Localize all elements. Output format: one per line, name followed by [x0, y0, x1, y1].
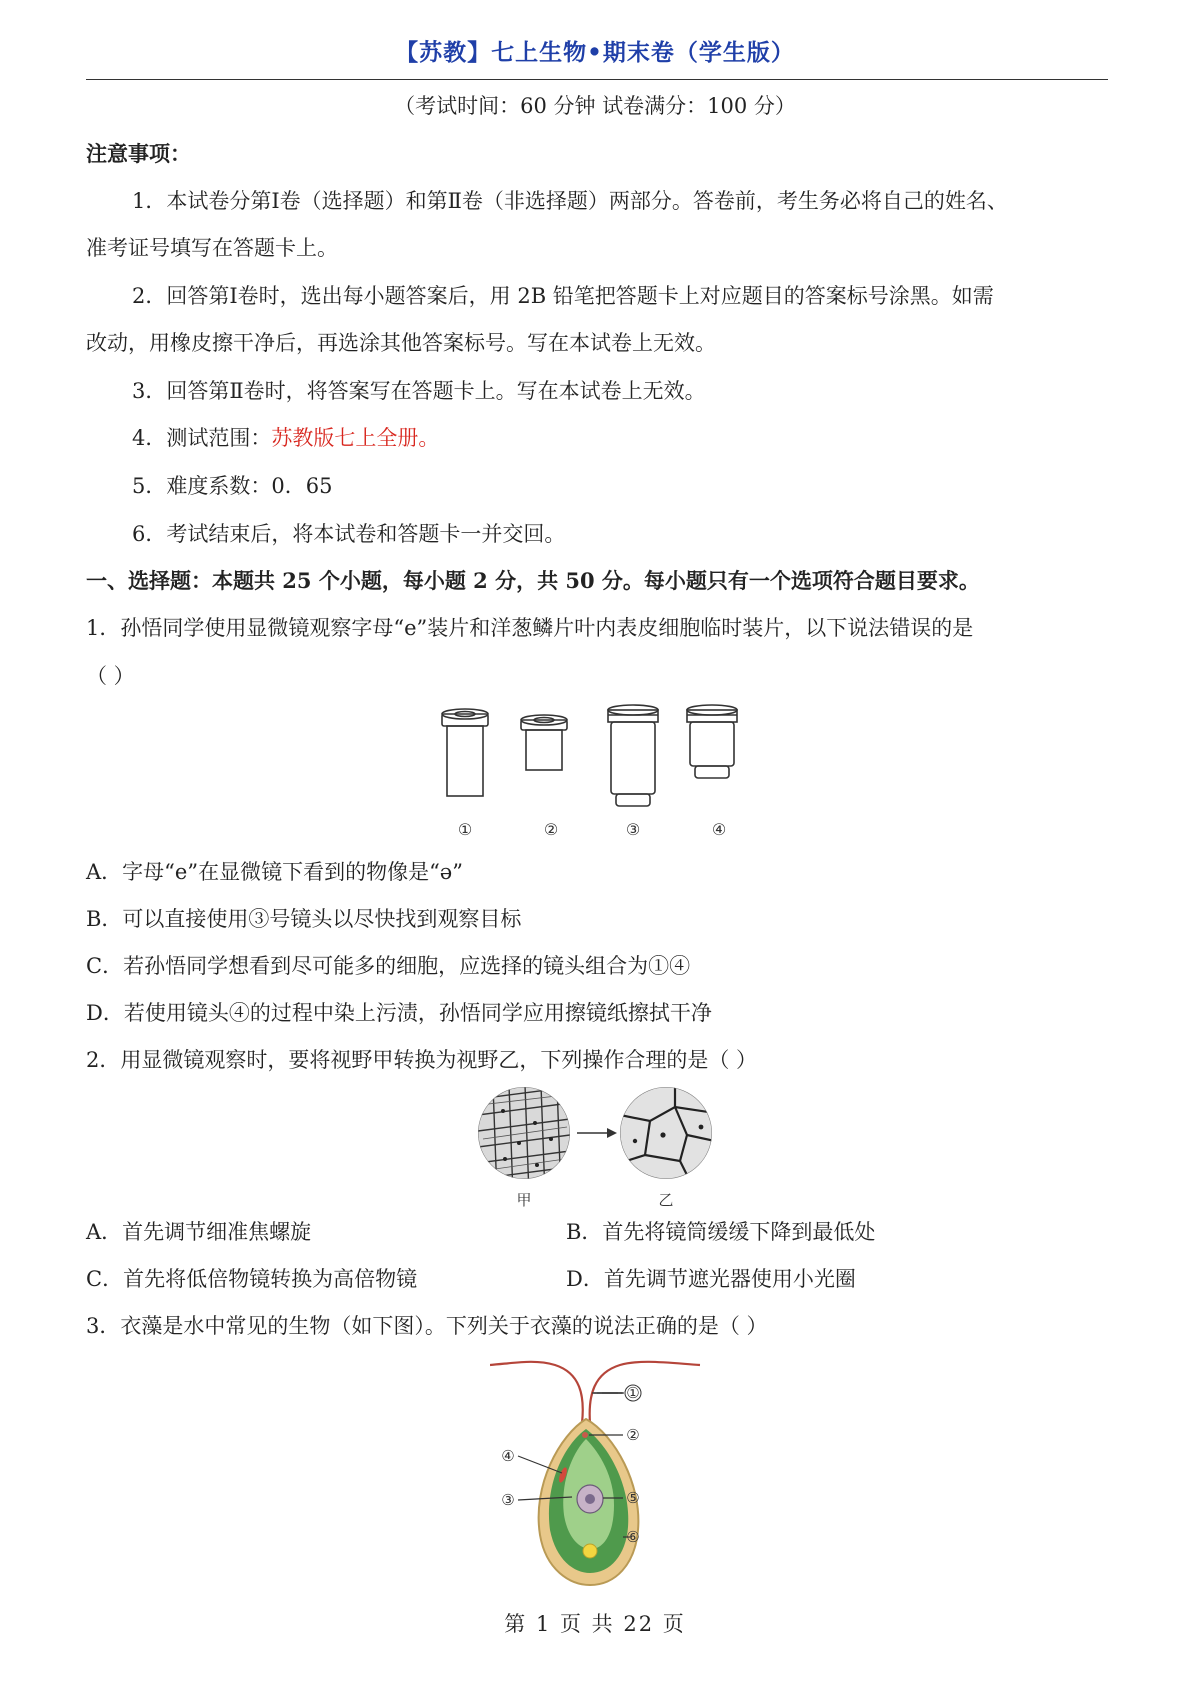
part-label-5: ⑤: [626, 1489, 640, 1507]
question-2-option-c: C．首先将低倍物镜转换为高倍物镜: [86, 1267, 418, 1291]
view-label-yi: 乙: [658, 1191, 674, 1209]
question-2-option-b: B．首先将镜筒缓缓下降到最低处: [566, 1220, 876, 1244]
arrow-right-icon: [577, 1128, 617, 1138]
note-item-4: [132, 423, 1154, 453]
note-item-1: 1．本试卷分第Ⅰ卷（选择题）和第Ⅱ卷（非选择题）两部分。答卷前，考生务必将自己的姓名、: [132, 189, 1008, 213]
page-number: 第 1 页 共 22 页: [504, 1612, 686, 1636]
note-item-2-cont: 改动，用橡皮擦干净后，再选涂其他答案标号。写在本试卷上无效。: [86, 331, 716, 355]
page-title: 【苏教】七上生物•期末卷（学生版）: [395, 39, 795, 66]
note-item-6: 6．考试结束后，将本试卷和答题卡一并交回。: [132, 522, 566, 546]
question-1-option-d: D．若使用镜头④的过程中染上污渍，孙悟同学应用擦镜纸擦拭干净: [86, 1001, 712, 1025]
question-2-option-a: A．首先调节细准焦螺旋: [86, 1220, 312, 1244]
cell-body-icon: [539, 1419, 639, 1585]
note-item-5: 5．难度系数：0．65: [132, 474, 333, 498]
view-yi-icon: [620, 1085, 715, 1181]
note-item-1-cont: 准考证号填写在答题卡上。: [86, 236, 338, 260]
section-heading: 一、选择题：本题共 25 个小题，每小题 2 分，共 50 分。每小题只有一个选项符合题目要求。: [86, 568, 980, 593]
question-1-bracket: （ ）: [86, 664, 135, 688]
question-1-option-a: A．字母“e”在显微镜下看到的物像是“ə”: [86, 860, 463, 884]
objective-long-icon: [608, 705, 658, 806]
eyepiece-long-icon: [442, 709, 488, 796]
part-label-6: ⑥: [626, 1528, 640, 1546]
view-label-jia: 甲: [516, 1191, 532, 1209]
note-item-4-prefix: 4．测试范围：: [132, 426, 272, 450]
lens-label-2: ②: [543, 820, 559, 839]
field-of-view-figure: [475, 1085, 725, 1210]
header-rule: [86, 79, 1108, 80]
question-1-option-b: B．可以直接使用③号镜头以尽快找到观察目标: [86, 907, 522, 931]
chlamydomonas-figure: [490, 1355, 720, 1590]
note-item-3: 3．回答第Ⅱ卷时，将答案写在答题卡上。写在本试卷上无效。: [132, 379, 706, 403]
part-label-1: ①: [626, 1384, 640, 1402]
part-label-2: ②: [626, 1426, 640, 1444]
lens-figure: [430, 700, 770, 850]
part-label-4: ④: [501, 1447, 515, 1465]
lens-label-3: ③: [625, 820, 641, 839]
objective-short-icon: [687, 705, 737, 778]
part-label-3: ③: [501, 1491, 515, 1509]
lens-label-1: ①: [457, 820, 473, 839]
question-2-option-d: D．首先调节遮光器使用小光圈: [566, 1267, 856, 1291]
question-1-option-c: C．若孙悟同学想看到尽可能多的细胞，应选择的镜头组合为①④: [86, 954, 691, 978]
test-scope: 苏教版七上全册。: [271, 426, 440, 450]
question-3-stem: 3．衣藻是水中常见的生物（如下图）。下列关于衣藻的说法正确的是（ ）: [86, 1314, 768, 1338]
question-2-stem: 2．用显微镜观察时，要将视野甲转换为视野乙，下列操作合理的是（ ）: [86, 1048, 758, 1072]
note-item-2: 2．回答第Ⅰ卷时，选出每小题答案后，用 2B 铅笔把答题卡上对应题目的答案标号涂黑。如需: [132, 284, 994, 308]
exam-info: （考试时间：60 分钟 试卷满分：100 分）: [394, 94, 796, 118]
eyepiece-short-icon: [521, 715, 567, 770]
view-jia-icon: [478, 1085, 570, 1195]
question-1-stem: 1．孙悟同学使用显微镜观察字母“e”装片和洋葱鳞片叶内表皮细胞临时装片，以下说法错误的是: [86, 616, 974, 640]
notes-heading: 注意事项：: [86, 141, 191, 166]
lens-label-4: ④: [711, 820, 727, 839]
